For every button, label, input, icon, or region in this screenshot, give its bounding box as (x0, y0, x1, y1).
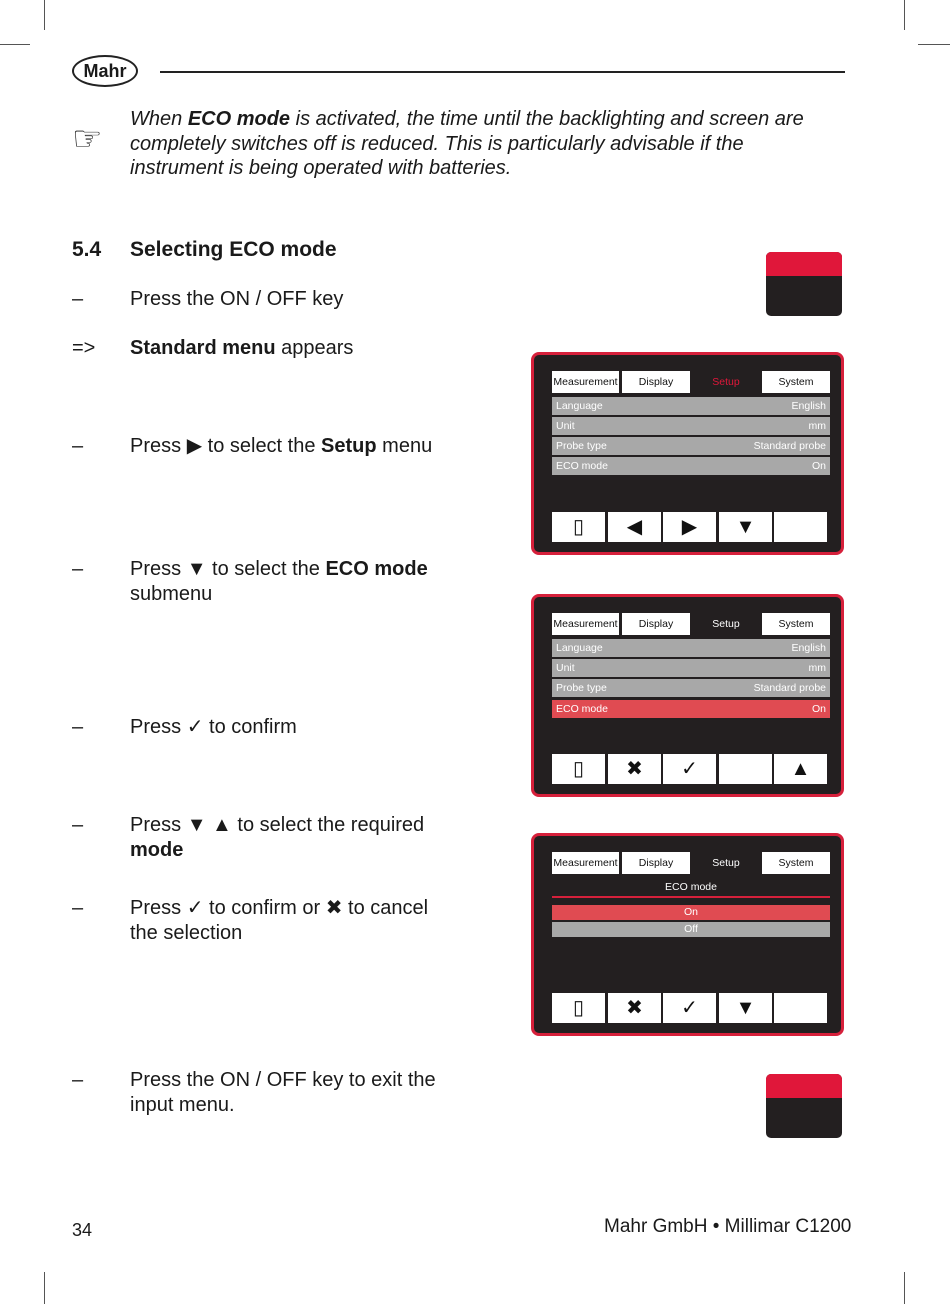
eco-title-rule (552, 896, 830, 898)
step-mark: – (72, 814, 84, 836)
step-mark: – (72, 716, 84, 738)
down-up-arrows-icon: ▼ ▲ (186, 814, 232, 836)
tab-display: Display (622, 852, 690, 874)
up-arrow-icon: ▲ (774, 754, 827, 784)
option-off: Off (552, 922, 830, 937)
step-text: Press ▶ to select the Setup menu (130, 435, 433, 457)
blank-softkey (774, 512, 827, 542)
menu-row-eco-mode: ECO mode On (552, 457, 830, 475)
menu-row-unit: Unit mm (552, 417, 830, 435)
device-screen-eco-options (531, 833, 844, 1036)
step-text: Press the ON / OFF key to exit the input menu. (130, 1069, 436, 1116)
exit-icon: ▯ (552, 512, 605, 542)
crop-mark (0, 44, 30, 45)
crop-mark (904, 1272, 905, 1304)
step-text: Press ✓ to confirm (130, 716, 297, 738)
note-text: When ECO mode is activated, the time until the backlighting and screen are completely switches off is reduced. This is particularly advisable if the instrument is being operated with batteries. (130, 108, 804, 179)
tab-system: System (762, 852, 830, 874)
down-arrow-icon: ▼ (719, 993, 772, 1023)
cross-icon: ✖ (608, 754, 661, 784)
right-arrow-icon: ▶ (186, 435, 203, 457)
device-screen-eco-selected (531, 594, 844, 797)
tab-display: Display (622, 371, 690, 393)
tab-measurement: Measurement (552, 371, 619, 393)
step-text: Press ▼ to select the ECO mode submenu (130, 558, 428, 605)
step-text: Press ✓ to confirm or ✖ to cancel the selection (130, 897, 429, 944)
option-on: On (552, 905, 830, 920)
step-text: Press ▼ ▲ to select the required mode (130, 814, 425, 861)
menu-row-eco-mode: ECO mode On (552, 700, 830, 718)
eco-mode-title: ECO mode (665, 881, 717, 893)
crop-mark (918, 44, 950, 45)
pointing-hand-icon: ☞ (72, 120, 103, 158)
menu-row-language: Language English (552, 639, 830, 657)
section-number: 5.4 (72, 238, 102, 261)
device-screen-setup-menu (531, 352, 844, 555)
tab-display: Display (622, 613, 690, 635)
tab-setup: Setup (712, 857, 740, 869)
tab-system: System (762, 613, 830, 635)
check-icon: ✓ (186, 716, 204, 738)
on-off-key (766, 1074, 842, 1138)
on-off-key (766, 252, 842, 316)
crop-mark (904, 0, 905, 30)
check-icon: ✓ (663, 754, 716, 784)
blank-softkey (774, 993, 827, 1023)
step-mark: – (72, 1069, 84, 1091)
cross-icon: ✖ (608, 993, 661, 1023)
down-arrow-icon: ▼ (186, 558, 207, 580)
mahr-logo: Mahr (72, 55, 138, 87)
cross-icon: ✖ (325, 897, 343, 919)
step-mark: – (72, 435, 84, 457)
right-arrow-icon: ▶ (663, 512, 716, 542)
step-text: Standard menu appears (130, 337, 354, 359)
footer-company: Mahr GmbH • Millimar C1200 (604, 1216, 852, 1237)
step-mark: – (72, 288, 84, 310)
step-mark: => (72, 337, 96, 359)
exit-icon: ▯ (552, 754, 605, 784)
check-icon: ✓ (186, 897, 204, 919)
down-arrow-icon: ▼ (719, 512, 772, 542)
check-icon: ✓ (663, 993, 716, 1023)
step-mark: – (72, 558, 84, 580)
crop-mark (44, 1272, 45, 1304)
left-arrow-icon: ◀ (608, 512, 661, 542)
blank-softkey (719, 754, 772, 784)
tab-measurement: Measurement (552, 613, 619, 635)
page-number: 34 (72, 1220, 93, 1240)
step-text: Press the ON / OFF key (130, 288, 344, 310)
tab-measurement: Measurement (552, 852, 619, 874)
step-mark: – (72, 897, 84, 919)
menu-row-unit: Unit mm (552, 659, 830, 677)
menu-row-probe-type: Probe type Standard probe (552, 679, 830, 697)
section-title: Selecting ECO mode (130, 238, 337, 261)
tab-system: System (762, 371, 830, 393)
menu-row-probe-type: Probe type Standard probe (552, 437, 830, 455)
crop-mark (44, 0, 45, 30)
header-rule (160, 71, 845, 73)
tab-setup: Setup (712, 618, 740, 630)
exit-icon: ▯ (552, 993, 605, 1023)
menu-row-language: Language English (552, 397, 830, 415)
tab-setup: Setup (712, 376, 740, 388)
